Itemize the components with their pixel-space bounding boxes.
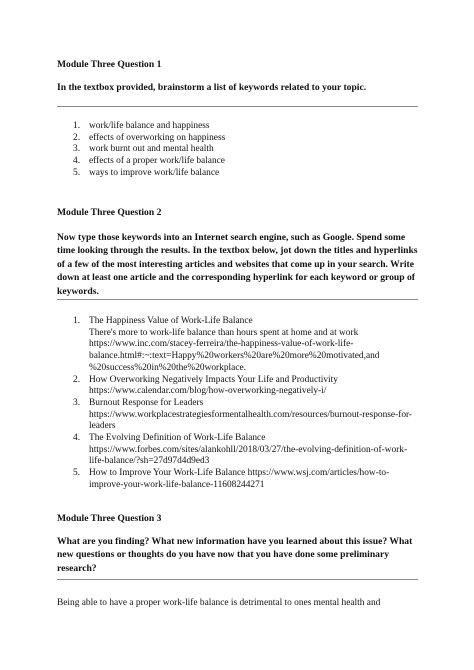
q3-textbox-top-rule (57, 579, 418, 580)
q2-prompt: Now type those keywords into an Internet search engine, such as Google. Spend some time looking through the results. In the textbox below, jot down the titles and hyperlinks of a few of the most interesting articles and websites that come up in your search. Write down at least one article and the corresponding hyperlink for each keyword or group of keywords. (57, 232, 418, 297)
keyword-text: ways to improve work/life balance (89, 167, 220, 178)
list-item: 4. The Evolving Definition of Work-Life Balance https://www.forbes.com/sites/alankohll/2018/03/27/the-evolving-definition-of-work- life-balance/?sh=27d97d4d9ed3 (73, 433, 421, 468)
q1-prompt: In the textbox provided, brainstorm a list of keywords related to your topic. (57, 82, 367, 93)
article-link-cont[interactable]: improve-your-work-life-balance-11608244271 (89, 479, 265, 490)
list-item: 2. How Overworking Negatively Impacts Your Life and Productivity https://www.calendar.com/blog/how-overworking-negatively-i/ (73, 375, 421, 398)
list-item: 3. Burnout Response for Leaders https://www.workplacestrategiesformentalhealth.com/resources/burnout-response-for- leaders (73, 398, 421, 433)
article-link[interactable]: https://www.inc.com/stacey-ferreira/the-happiness-value-of-work-life- (89, 339, 354, 350)
keyword-text: effects of overworking on happiness (89, 132, 226, 143)
keyword-text: effects of a proper work/life balance (89, 156, 225, 167)
article-title: Burnout Response for Leaders (89, 397, 204, 408)
q1-keyword-list (73, 121, 413, 180)
article-link-cont[interactable]: life-balance/?sh=27d97d4d9ed3 (89, 456, 210, 467)
article-title: How Overworking Negatively Impacts Your Life and Productivity (89, 374, 338, 385)
list-item: 1. work/life balance and happiness (73, 121, 210, 131)
q2-textbox-top-rule (57, 299, 418, 300)
article-link-cont[interactable]: leaders (89, 421, 116, 432)
article-link-cont[interactable]: balance.html#:~:text=Happy%20workers%20are%20more%20motivated,and (89, 351, 380, 362)
article-link[interactable]: https://www.forbes.com/sites/alankohll/2018/03/27/the-evolving-definition-of-work- (89, 444, 408, 455)
q3-answer-text: Being able to have a proper work-life balance is detrimental to ones mental health and (57, 598, 381, 608)
article-link-cont[interactable]: %20success%20in%20the%20workplace. (89, 362, 246, 373)
q1-textbox-top-rule (57, 106, 418, 107)
keyword-text: work burnt out and mental health (89, 144, 214, 155)
article-title: The Happiness Value of Work-Life Balance (89, 316, 253, 326)
list-item: 2. effects of overworking on happiness (73, 132, 226, 143)
list-item: 5. How to Improve Your Work-Life Balance https://www.wsj.com/articles/how-to- improve-your-work-life-balance-11608244271 (73, 468, 421, 491)
q2-article-list (73, 316, 421, 492)
q3-heading: Module Three Question 3 (57, 513, 162, 524)
q3-prompt: What are you finding? What new information have you learned about this issue? What new questions or thoughts do you have now that you have done some preliminary research? (57, 536, 413, 574)
list-item: 1. The Happiness Value of Work-Life Balance There's more to work-life balance than hours spent at home and at work https://www.inc.com/stacey-ferreira/the-happiness-value-of-work-life- balance.html#:~:text=Happy%20workers%20are%20more%20motivated,and %20success%20in%20the%20workplace. (73, 316, 421, 375)
article-link[interactable]: https://www.calendar.com/blog/how-overworking-negatively-i/ (89, 386, 327, 397)
article-link[interactable]: https://www.workplacestrategiesformentalhealth.com/resources/burnout-response-for- (89, 409, 413, 420)
list-item: 4. effects of a proper work/life balance (73, 156, 225, 167)
list-item: 3. work burnt out and mental health (73, 144, 214, 155)
list-item: 5. ways to improve work/life balance (73, 167, 220, 178)
article-subtitle: There's more to work-life balance than hours spent at home and at work (89, 327, 359, 338)
article-title: The Evolving Definition of Work-Life Balance (89, 433, 266, 444)
keyword-text: work/life balance and happiness (89, 121, 210, 131)
q2-heading: Module Three Question 2 (57, 207, 162, 218)
q1-heading: Module Three Question 1 (57, 59, 162, 70)
article-title-with-link[interactable]: How to Improve Your Work-Life Balance https://www.wsj.com/articles/how-to- (89, 468, 390, 479)
